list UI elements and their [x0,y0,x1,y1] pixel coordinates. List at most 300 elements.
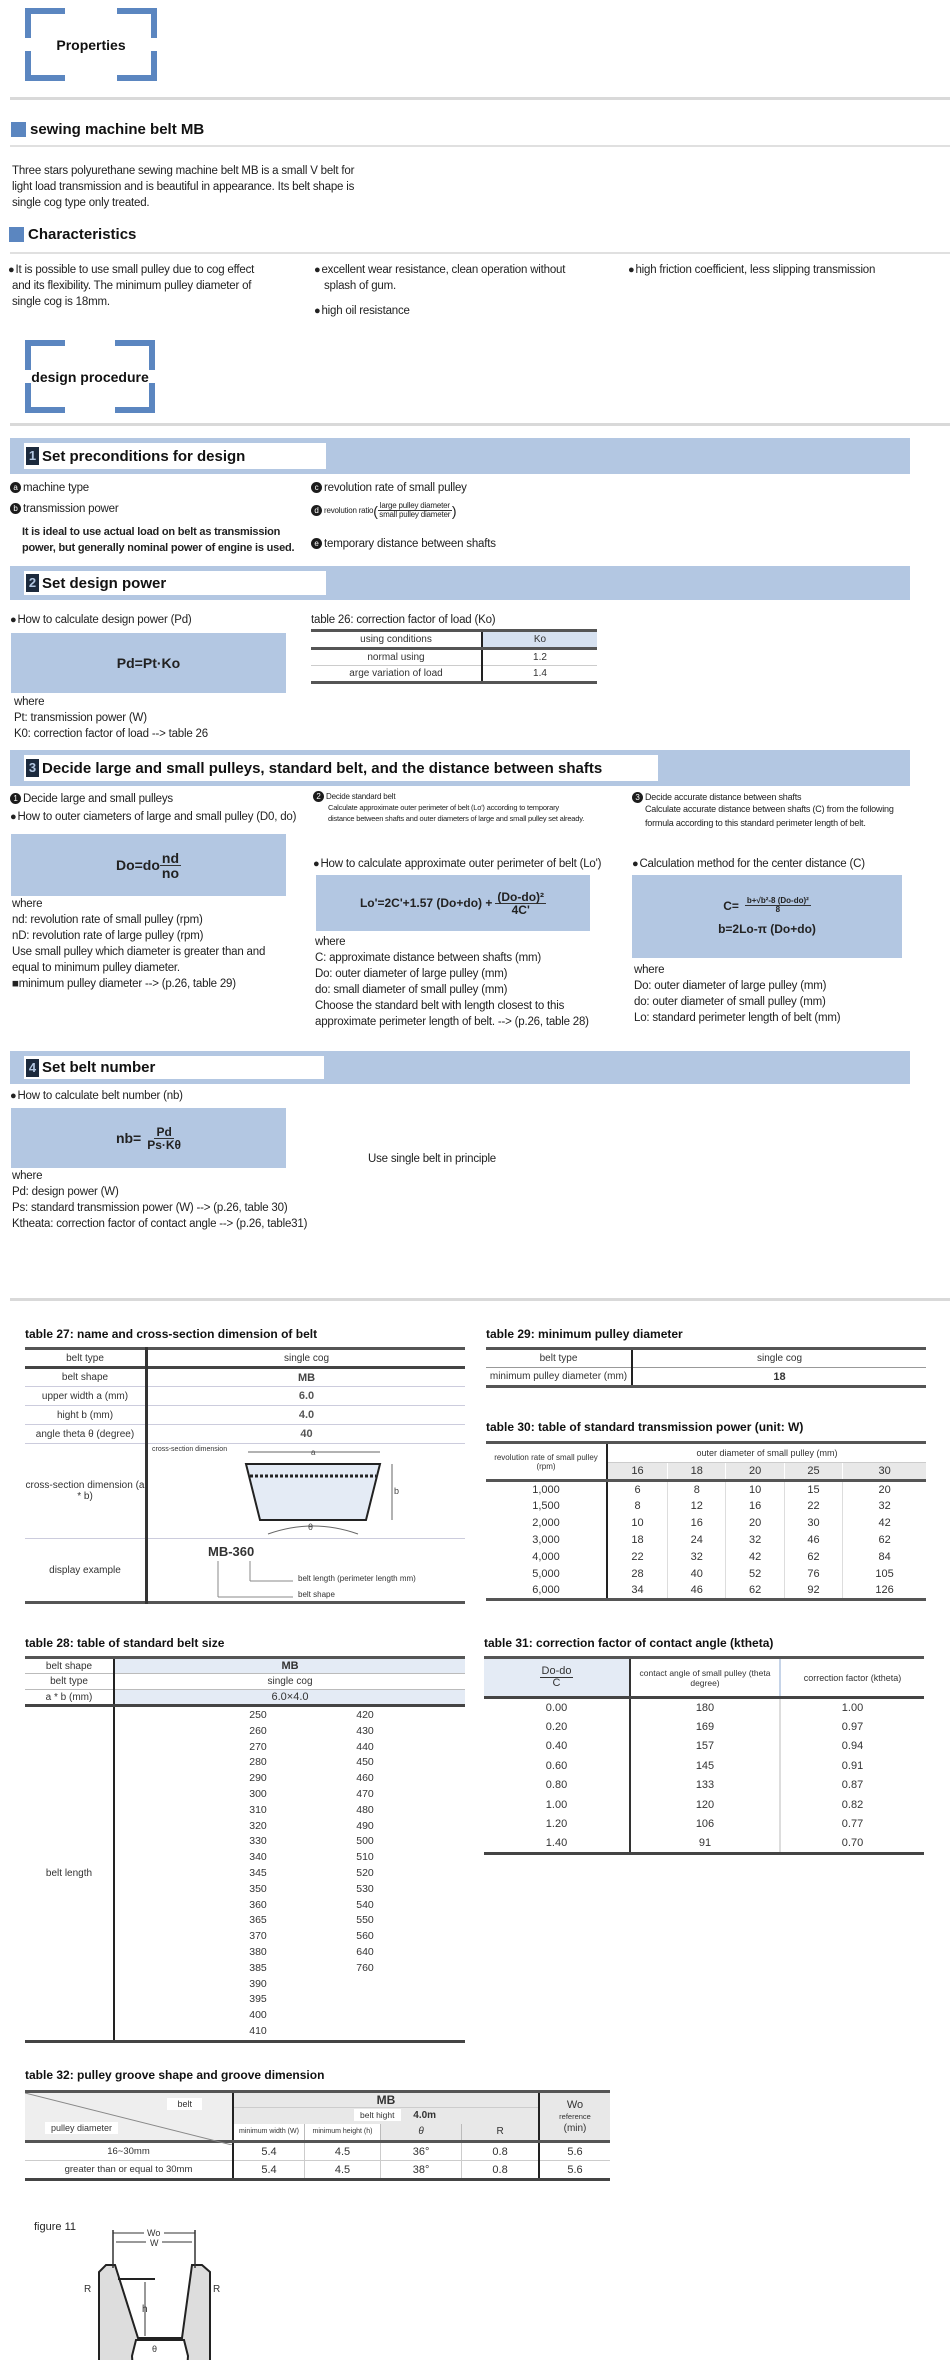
belt-perimeter-formula [316,875,590,931]
table-cell: 120 [630,1795,780,1815]
power-cell: 42 [726,1549,784,1566]
divider [10,252,950,254]
theta-dimension: θ [152,2344,158,2354]
step3-where2 [315,934,615,1030]
step3-how3: ● Calculation method for the center distance (C) [632,856,865,872]
step3-how2: ● How to calculate approximate outer perimeter of belt (Lo') [313,856,601,872]
table-header: correction factor (ktheta) [803,1672,902,1683]
power-cell: 30 [784,1515,842,1532]
step4-title-text: Set belt number [42,1059,156,1076]
power-cell: 22 [607,1549,668,1566]
table-header: using conditions [311,631,482,649]
table32 [25,2090,610,2181]
corner-decoration [25,383,65,413]
design-procedure-header [25,340,155,413]
fraction-numerator: b+√b²-8 (Do-do)² [746,896,809,905]
power-cell: 15 [784,1481,842,1498]
precondition-text: revolution ratio [324,505,374,515]
belt-length-value: 340 [249,1851,267,1864]
belt-length-value: 390 [249,1977,267,1990]
belt-length-value: 380 [249,1945,267,1958]
pulley-groove-diagram [80,2220,220,2360]
where-line: Choose the standard belt with length closest to this [315,1000,565,1012]
table-cell: belt type [486,1349,632,1368]
belt-length-value: 330 [249,1835,267,1848]
where-line: nD: revolution rate of large pulley (rpm) [12,930,204,942]
step1-title-text: Set preconditions for design [42,447,246,465]
table-cell: 0.8 [462,2161,539,2180]
table-cell: 1.00 [841,1702,864,1714]
description-line: Three stars polyurethane sewing machine belt MB is a small V belt for [12,165,355,177]
where-line: approximate perimeter length of belt. --> (p.26, table 28) [315,1016,589,1028]
precondition-c [311,480,467,496]
table-cell: upper width a (mm) [25,1387,147,1406]
divider [10,1298,950,1301]
table-cell: a * b (mm) [25,1690,114,1706]
step3-desc3 [645,802,894,830]
table-row [484,1737,924,1757]
power-cell: 52 [726,1566,784,1583]
table-row [486,1481,926,1498]
power-cell: 16 [726,1498,784,1515]
where-line: Ktheata: correction factor of contact angle --> (p.26, table31) [12,1218,308,1230]
belt-length-value: 365 [249,1914,267,1927]
where-line: where [12,898,43,910]
table-cell: arge variation of load [311,666,482,683]
belt-length-value: 410 [249,2024,267,2037]
table32-title: table 32: pulley groove shape and groove dimension [25,2068,325,2082]
table-cell: 36° [381,2142,462,2161]
wo-dimension: Wo [147,2228,161,2238]
table-cell: 1.20 [484,1815,630,1835]
table-row [486,1532,926,1549]
belt-length-value: 385 [249,1961,267,1974]
belt-length-value: 440 [356,1740,374,1753]
product-description [12,163,412,211]
where-line: equal to minimum pulley diameter. [12,962,180,974]
table-cell: 0.91 [841,1759,864,1772]
table-cell: 5.4 [233,2161,305,2180]
precondition-e [311,536,496,552]
belt-length-values [114,1706,465,2042]
svg-text:θ: θ [308,1522,314,1532]
table-cell: cross-section dimension (a * b) [25,1444,147,1539]
desc-line: distance between shafts and outer diameters of large and small pulley set already. [328,814,585,823]
table-cell: 180 [630,1698,780,1718]
sub-text: Decide standard belt [326,792,396,801]
table-header [484,1658,630,1698]
marker-icon: d [311,505,322,516]
characteristics-title-text: Characteristics [28,226,137,243]
power-cell: 32 [878,1500,891,1512]
table-cell: display example [25,1539,147,1603]
characteristic-line: ● excellent wear resistance, clean operation without [314,262,604,278]
belt-length-value: 510 [356,1851,374,1864]
corner-decoration [115,340,155,370]
belt-number-where [12,1168,307,1232]
pulley-diameter-formula [11,834,286,896]
belt-length-value: 400 [249,2009,267,2022]
step3-where1 [12,896,302,992]
table-cell: 91 [630,1834,780,1854]
power-cell: 105 [875,1568,894,1580]
marker-icon: a [10,482,21,493]
marker-icon: c [311,482,322,493]
where-line: where [12,1170,43,1182]
svg-text:b: b [394,1486,400,1496]
power-cell: 22 [784,1498,842,1515]
table-header: R [462,2124,539,2142]
table-row [486,1498,926,1515]
belt-length-value: 270 [249,1740,267,1753]
power-cell: 28 [607,1566,668,1583]
table-row [484,1717,924,1737]
diameter-header: 20 [726,1463,784,1481]
power-cell: 16 [668,1515,726,1532]
power-cell: 62 [784,1549,842,1566]
fraction-numerator: Do-do [541,1665,572,1677]
table-row [484,1756,924,1776]
center-distance-formula [632,875,902,958]
table-cell: belt shape [25,1658,114,1674]
table-cell: 40 [300,1428,313,1440]
table-cell: 4.5 [305,2161,381,2180]
table29 [486,1347,926,1388]
table-cell: single cog [283,1352,330,1364]
power-cell: 6 [607,1481,668,1498]
step3-desc2 [328,802,584,824]
single-belt-note: Use single belt in principle [368,1153,496,1165]
rpm-cell: 1,000 [486,1481,607,1498]
fraction-denominator: 8 [775,905,781,914]
belt-hight-row [233,2108,539,2124]
table-cell: 133 [630,1776,780,1796]
sub-text: Decide accurate distance between shafts [645,792,802,802]
fraction-denominator: C [552,1677,561,1689]
belt-length-value: 310 [249,1803,267,1816]
precondition-text: transmission power [23,503,119,515]
cross-section-diagram [147,1444,466,1539]
properties-label: Properties [56,36,126,53]
step3-bar [10,750,910,786]
belt-length-value: 480 [356,1803,374,1816]
rpm-cell: 1,500 [486,1498,607,1515]
formula-c [723,897,811,914]
power-cell: 8 [607,1498,668,1515]
fraction-denominator: 4C' [511,902,530,917]
power-cell: 20 [726,1515,784,1532]
svg-text:a: a [311,1448,316,1457]
belt-length-value: 290 [249,1772,267,1785]
table-row [486,1515,926,1532]
table-header: θ [381,2124,462,2142]
table-cell: 145 [630,1756,780,1776]
belt-length-value: 300 [249,1787,267,1800]
power-cell: 10 [726,1481,784,1498]
table-cell: 106 [630,1815,780,1835]
table-header: contact angle of small pulley (theta degree) [630,1658,780,1698]
where-line: Pd: design power (W) [12,1186,119,1198]
formula-b: b=2Lo-π (Do+do) [718,922,816,936]
table28 [25,1656,465,2043]
rpm-cell: 6,000 [486,1583,607,1600]
table-cell: MB [297,1371,316,1384]
where-line: where [14,696,45,708]
table-row [486,1583,926,1600]
power-cell: 62 [726,1583,784,1600]
step1-title [24,443,326,469]
where-line: do: outer diameter of small pulley (mm) [634,996,826,1008]
display-example [147,1539,466,1603]
table-cell: belt type [25,1349,147,1368]
h-dimension: h [142,2304,148,2315]
table28-title: table 28: table of standard belt size [25,1636,225,1650]
belt-length-value: 345 [249,1866,267,1879]
table-cell: 5.6 [567,2163,583,2176]
corner-cell [25,2092,233,2142]
formula-text: nb= [115,1130,142,1146]
table-header: MB [233,2092,539,2108]
table-cell: 0.77 [841,1818,864,1831]
table-cell: 6.0 [298,1390,315,1402]
belt-length-value: 360 [249,1898,267,1911]
where-line: Do: outer diameter of large pulley (mm) [315,968,508,980]
table30 [486,1441,926,1601]
precondition-text: temporary distance between shafts [324,538,496,550]
step-number: 1 [26,447,39,465]
table-row [486,1566,926,1583]
square-icon [11,122,26,137]
belt-length-value: 520 [356,1866,374,1879]
table-row [484,1834,924,1854]
marker-icon: e [311,538,322,549]
r-dimension-left: R [84,2284,92,2295]
where-line: do: small diameter of small pulley (mm) [315,984,508,996]
step1-bar [10,438,910,474]
belt-length-value: 395 [249,1993,267,2006]
corner-decoration [117,8,157,38]
diameter-header: 25 [784,1463,842,1481]
power-cell: 42 [878,1517,891,1529]
table-cell: single cog [267,1676,313,1687]
belt-length-value: 260 [249,1724,267,1737]
rpm-cell: 4,000 [486,1549,607,1566]
table-header: revolution rate of small pulley (rpm) [486,1443,607,1481]
table-cell: 0.70 [841,1837,864,1849]
power-cell: 92 [784,1583,842,1600]
belt-length-label: belt length (perimeter length mm) [298,1574,416,1583]
power-cell: 46 [784,1532,842,1549]
belt-length-value: 640 [356,1945,374,1958]
table29-title: table 29: minimum pulley diameter [486,1327,683,1341]
diameter-header: 18 [668,1463,726,1481]
number-2-icon: 2 [313,791,324,802]
belt-length-value: 280 [249,1756,267,1769]
belt-cross-section-icon [208,1444,408,1539]
table-header: Ko [482,631,597,649]
power-cell: 34 [607,1583,668,1600]
belt-number-formula [11,1108,286,1168]
step3-title [24,755,658,781]
sub-text: Decide large and small pulleys [23,793,173,805]
formula-text: Lo'=2C'+1.57 (Do+do) + [359,896,493,910]
table-cell: single cog [756,1353,803,1364]
table-cell: 157 [630,1737,780,1757]
belt-hight-value: 4.0m [413,2110,437,2122]
power-cell: 32 [726,1532,784,1549]
fraction-numerator: large pulley diameter [379,501,450,510]
belt-length-value: 450 [356,1756,374,1769]
product-title [11,121,204,138]
design-procedure-label: design procedure [31,368,149,385]
diameter-header: 16 [607,1463,668,1481]
corner-decoration [25,51,65,81]
corner-decoration [25,340,65,370]
power-cell: 126 [875,1584,894,1597]
step-number: 4 [26,1059,39,1077]
table-row [484,1698,924,1718]
belt-length-value: 500 [356,1835,374,1848]
belt-length-value: 760 [356,1961,374,1974]
wo-header [539,2092,610,2142]
note-line: It is ideal to use actual load on belt as transmission [22,526,281,538]
power-cell: 84 [878,1551,891,1563]
table-cell: 38° [381,2161,462,2180]
belt-length-value: 490 [356,1819,374,1832]
belt-length-value: 560 [356,1930,374,1943]
formula-text: C= [723,898,739,913]
power-cell: 8 [668,1481,726,1498]
precondition-note [22,524,294,556]
characteristic-item: ● high friction coefficient, less slipping transmission [628,262,875,278]
table-header: minimum width (W) [233,2124,305,2142]
design-power-where [14,694,208,742]
square-icon [9,227,24,242]
power-cell: 12 [668,1498,726,1515]
rpm-cell: 5,000 [486,1566,607,1583]
table-cell: MB [281,1660,299,1672]
table-cell: 0.40 [484,1737,630,1757]
belt-length-value: 530 [356,1882,374,1895]
belt-length-value: 350 [249,1882,267,1895]
where-line: Ps: standard transmission power (W) --> (p.26, table 30) [12,1202,288,1214]
wo-unit: (min) [563,2122,587,2134]
step2-title [24,571,326,595]
table27-title: table 27: name and cross-section dimension of belt [25,1327,318,1341]
characteristics-title [9,226,136,243]
table27 [25,1347,465,1604]
divider [10,423,950,426]
table-cell: 0.20 [484,1717,630,1737]
display-code: MB-360 [208,1544,255,1559]
fraction-numerator: (Do-do)² [497,889,545,904]
table-cell: 16~30mm [25,2142,233,2161]
belt-shape-label: belt shape [298,1590,335,1599]
properties-header [25,8,157,81]
characteristic-item [314,262,604,294]
desc-line: formula according to this standard perimeter length of belt. [645,818,866,828]
table-cell: angle theta θ (degree) [25,1425,147,1444]
step3-sub1 [10,791,173,807]
wo-reference: reference [559,2111,591,2121]
table-cell: 5.4 [233,2142,305,2161]
table-cell: 6.0×4.0 [271,1691,309,1703]
precondition-d: d revolution ratio ( $\frac{\text{large pulley diameter}}{\text{small pulley diameter}}$ ) [311,502,456,519]
table31 [484,1656,924,1855]
precondition-a [10,480,89,496]
step-number: 2 [26,574,39,592]
table26-title: table 26: correction factor of load (Ko) [311,614,496,626]
belt-length-value: 470 [356,1787,374,1800]
table-cell: 4.5 [305,2142,381,2161]
table-cell: normal using [311,649,482,666]
characteristic-item [8,262,298,310]
desc-line: Calculate approximate outer perimeter of belt (Lo') according to temporary [328,803,559,812]
where-line: Do: outer diameter of large pulley (mm) [634,980,827,992]
table-cell: belt shape [25,1368,147,1387]
table-cell: 169 [630,1717,780,1737]
divider [10,145,950,147]
fraction-denominator: small pulley diameter [379,510,451,519]
where-line: K0: correction factor of load --> table 26 [14,728,208,740]
fraction-denominator: no [161,864,180,881]
power-cell: 46 [668,1583,726,1600]
number-3-icon: 3 [632,792,643,803]
where-line: Lo: standard perimeter length of belt (mm) [634,1012,841,1024]
precondition-text: revolution rate of small pulley [324,482,467,494]
diagram-label: cross-section dimension [152,1446,228,1453]
table-row [484,1776,924,1796]
step2-title-text: Set design power [42,574,167,592]
corner-decoration [25,8,65,38]
corner-decoration [117,51,157,81]
fraction-numerator: Pd [156,1124,172,1139]
step2-bar [10,566,910,600]
step3-how1: ● How to outer ciameters of large and small pulley (D0, do) [10,809,296,825]
pulley-label: pulley diameter [45,2122,118,2134]
table-cell: 1.00 [484,1795,630,1815]
step4-bar [10,1051,910,1084]
belt-length-value: 550 [356,1914,374,1927]
corner-decoration [115,383,155,413]
w-dimension: W [150,2238,159,2248]
characteristic-line: ● It is possible to use small pulley due to cog effect [8,262,298,278]
marker-icon: b [10,503,21,514]
step3-title-text: Decide large and small pulleys, standard belt, and the distance between shafts [42,759,603,777]
precondition-b [10,501,118,517]
step4-title [24,1056,324,1079]
power-cell: 32 [668,1549,726,1566]
table-cell: hight b (mm) [25,1406,147,1425]
description-line: single cog type only treated. [12,197,150,209]
table26 [311,629,597,684]
belt-label: belt [167,2098,202,2110]
belt-length-value: 250 [249,1709,267,1721]
belt-length-value: 430 [356,1724,374,1737]
where-line: C: approximate distance between shafts (mm) [315,952,541,964]
power-cell: 24 [668,1532,726,1549]
formula-text: Do=do [115,857,160,873]
table-cell: 0.60 [484,1756,630,1776]
table31-title: table 31: correction factor of contact angle (ktheta) [484,1636,774,1650]
where-line: where [315,936,346,948]
table-row [486,1549,926,1566]
fraction-numerator: nd [161,849,180,866]
characteristic-line: single cog is 18mm. [12,296,110,308]
table-cell: 0.00 [484,1698,630,1718]
step-number: 3 [26,759,39,777]
characteristic-line: and its flexibility. The minimum pulley diameter of [12,280,252,292]
